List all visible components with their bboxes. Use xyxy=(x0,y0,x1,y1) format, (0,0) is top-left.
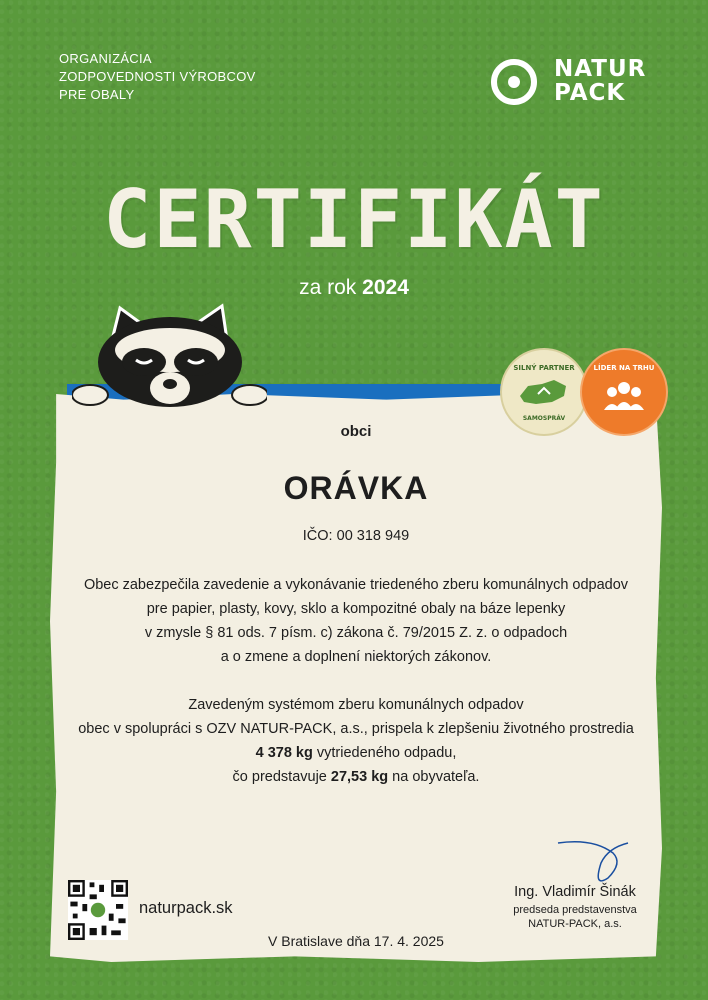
people-group-icon xyxy=(582,350,666,434)
results-line-1: Zavedeným systémom zberu komunálnych odpadov xyxy=(188,697,524,713)
sorted-amount: 4 378 kg xyxy=(255,745,313,761)
year-value: 2024 xyxy=(362,276,409,299)
statement-line-4: a o zmene a doplnení niektorých zákonov. xyxy=(220,649,492,665)
org-line-3: PRE OBALY xyxy=(59,87,135,102)
org-line-2: ZODPOVEDNOSTI VÝROBCOV xyxy=(59,69,256,84)
per-capita-amount: 27,53 kg xyxy=(330,769,389,785)
municipality-name: ORÁVKA xyxy=(283,470,429,506)
raccoon-mascot-icon xyxy=(72,300,267,412)
certificate-title: CERTIFIKÁT xyxy=(103,173,605,266)
statement-line-1: Obec zabezpečila zavedenie a vykonávanie triedeného zberu komunálnych odpadov xyxy=(83,577,629,593)
recipient-type: obci xyxy=(340,423,372,440)
leader-badge-text: LÍDER NA TRHU xyxy=(593,364,655,372)
statement-paragraph xyxy=(50,573,662,669)
per-capita-suffix: na obyvateľa. xyxy=(392,769,480,785)
sorted-suffix: vytriedeného odpadu, xyxy=(316,745,457,761)
signatory-role-line-1: predseda predstavenstva xyxy=(513,904,637,916)
results-line-3 xyxy=(50,741,662,765)
signatory-role xyxy=(490,903,660,931)
organization-label xyxy=(59,50,256,104)
website-link[interactable]: naturpack.sk xyxy=(139,899,233,917)
results-line-2: obec v spolupráci s OZV NATUR-PACK, a.s., prispela k zlepšeniu životného prostredia xyxy=(78,721,634,737)
issue-date: V Bratislave dňa 17. 4. 2025 xyxy=(268,933,444,949)
per-capita-prefix: čo predstavuje xyxy=(232,769,327,785)
results-paragraph xyxy=(50,693,662,789)
partner-badge-top: SILNÝ PARTNER xyxy=(513,364,575,372)
statement-line-2: pre papier, plasty, kovy, sklo a kompozitné obaly na báze lepenky xyxy=(146,601,566,617)
results-line-4 xyxy=(50,765,662,789)
ico-value: 00 318 949 xyxy=(336,528,410,544)
signatory-role-line-2: NATUR-PACK, a.s. xyxy=(528,918,622,930)
logo-wordmark xyxy=(554,57,646,105)
org-line-1: ORGANIZÁCIA xyxy=(59,51,152,66)
logo-line-1: NATUR xyxy=(554,56,647,82)
slovakia-map-icon xyxy=(502,350,586,434)
ico-label: IČO: xyxy=(302,528,333,544)
naturpack-logo[interactable] xyxy=(484,54,664,110)
statement-line-3: v zmysle § 81 ods. 7 písm. c) zákona č. 79/2015 Z. z. o odpadoch xyxy=(144,625,568,641)
signatory-name: Ing. Vladimír Šinák xyxy=(514,884,636,900)
partner-badge-bottom: SAMOSPRÁV xyxy=(522,415,566,422)
swirl-logo-icon xyxy=(484,54,544,110)
year-prefix: za rok xyxy=(299,276,357,299)
logo-line-2: PACK xyxy=(554,80,626,106)
year-line xyxy=(0,276,708,300)
ico-line xyxy=(50,528,662,544)
qr-code-icon[interactable] xyxy=(68,880,128,940)
